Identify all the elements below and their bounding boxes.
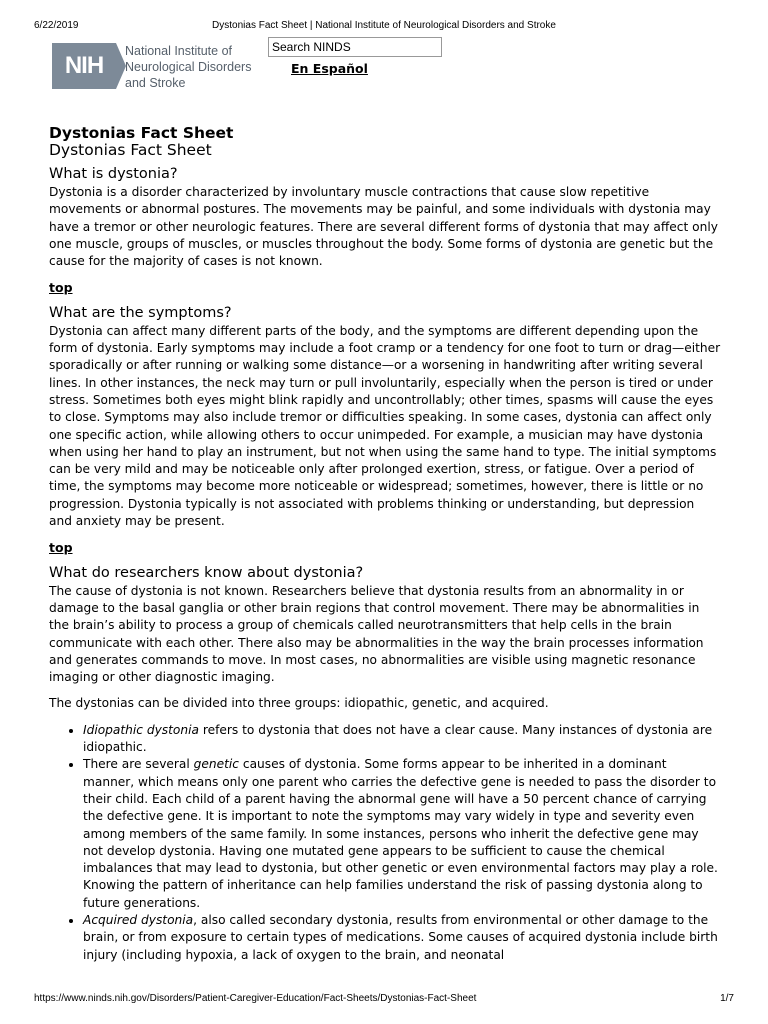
- print-date: 6/22/2019: [34, 20, 79, 31]
- print-url: https://www.ninds.nih.gov/Disorders/Patient-Caregiver-Education/Fact-Sheets/Dystonias-Fact-Sheet: [34, 993, 477, 1004]
- list-item-text: refers to dystonia that does not have a clear cause. Many instances of dystonia are idiopathic.: [83, 722, 713, 755]
- top-link[interactable]: top: [49, 540, 73, 556]
- list-item-text: causes of dystonia. Some forms appear to be inherited in a dominant manner, which means only one parent who carries the defective gene is needed to pass the disorder to their child. Each child of a parent having the abnormal gene will have a 50 percent chance of carrying the defective gene. It is important to note the symptoms may vary widely in type and severity even among members of the same family. In some instances, persons who inherit the defective gene may not develop dystonia. Having one mutated gene appears to be sufficient to cause the chemical imbalances that may lead to dystonia, but other genetic or even environmental factors may play a role. Knowing the pattern of inheritance can help families understand the risk of passing dystonia along to future generations.: [83, 757, 718, 910]
- institute-name-line3: and Stroke: [125, 76, 186, 90]
- list-item-pre: There are several: [83, 757, 194, 772]
- main-content: [49, 125, 721, 964]
- top-link[interactable]: top: [49, 280, 73, 296]
- section-heading: What are the symptoms?: [49, 304, 232, 321]
- list-item: [83, 722, 721, 757]
- print-page-title: Dystonias Fact Sheet | National Institute of Neurological Disorders and Stroke: [212, 20, 556, 31]
- groups-intro: The dystonias can be divided into three groups: idiopathic, genetic, and acquired.: [49, 696, 549, 711]
- list-item-text: , also called secondary dystonia, results from environmental or other damage to the brain, or from exposure to certain types of medications. Some causes of acquired dystonia include birth injury (including hypoxia, a lack of oxygen to the brain, and neonatal: [83, 912, 718, 962]
- list-item: [83, 756, 721, 912]
- institute-name-line1: National Institute of: [125, 44, 233, 58]
- page-subtitle: Dystonias Fact Sheet: [49, 141, 212, 159]
- institute-name-line2: Neurological Disorders: [125, 60, 252, 74]
- print-header: [0, 20, 768, 34]
- print-page-number: 1/7: [720, 993, 734, 1004]
- section-heading: What do researchers know about dystonia?: [49, 564, 364, 581]
- espanol-link[interactable]: En Español: [291, 61, 368, 76]
- section-body: The cause of dystonia is not known. Researchers believe that dystonia results from an abnormality in or damage to the basal ganglia or other brain regions that control movement. There may be abnormalities in the brain’s ability to process a group of chemicals called neurotransmitters that help cells in the brain communicate with each other. There also may be abnormalities in the way the brain processes information and generates commands to move. In most cases, no abnormalities are visible using magnetic resonance imaging or other diagnostic imaging.: [49, 583, 704, 685]
- section-body: Dystonia is a disorder characterized by involuntary muscle contractions that cause slow repetitive movements or abnormal postures. The movements may be painful, and some individuals with dystonia may have a tremor or other neurologic features. There are several different forms of dystonia that may affect only one muscle, groups of muscles, or muscles throughout the body. Some forms of dystonia are genetic but the cause for the majority of cases is not known.: [49, 185, 718, 269]
- list-item-term: Acquired dystonia: [83, 912, 194, 927]
- print-footer: [0, 993, 768, 1007]
- dystonia-groups-list: [49, 722, 721, 964]
- list-item: [83, 912, 721, 964]
- search-input[interactable]: [268, 37, 442, 57]
- institute-name: [125, 43, 275, 91]
- list-item-term: Idiopathic dystonia: [83, 722, 199, 737]
- nih-logo-icon: NIH: [52, 43, 116, 89]
- page-title: Dystonias Fact Sheet: [49, 124, 234, 142]
- section-heading: What is dystonia?: [49, 166, 178, 182]
- section-body: Dystonia can affect many different parts of the body, and the symptoms are different depending upon the form of dystonia. Early symptoms may include a foot cramp or a tendency for one foot to turn or drag—either sporadically or after running or walking some distance—or a worsening in handwriting after writing several lines. In other instances, the neck may turn or pull involuntarily, especially when the person is tired or under stress. Sometimes both eyes might blink rapidly and uncontrollably; other times, spasms will cause the eyes to close. Symptoms may also include tremor or difficulties speaking. In some cases, dystonia can affect only one specific action, while allowing others to occur unimpeded. For example, a musician may have dystonia when using her hand to play an instrument, but not when using the same hand to type. The initial symptoms can be very mild and may be noticeable only after prolonged exertion, stress, or fatigue. Over a period of time, the symptoms may become more noticeable or widespread; sometimes, however, there is little or no progression. Dystonia typically is not associated with problems thinking or understanding, but depression and anxiety may be present.: [49, 323, 721, 529]
- list-item-term: genetic: [193, 757, 239, 772]
